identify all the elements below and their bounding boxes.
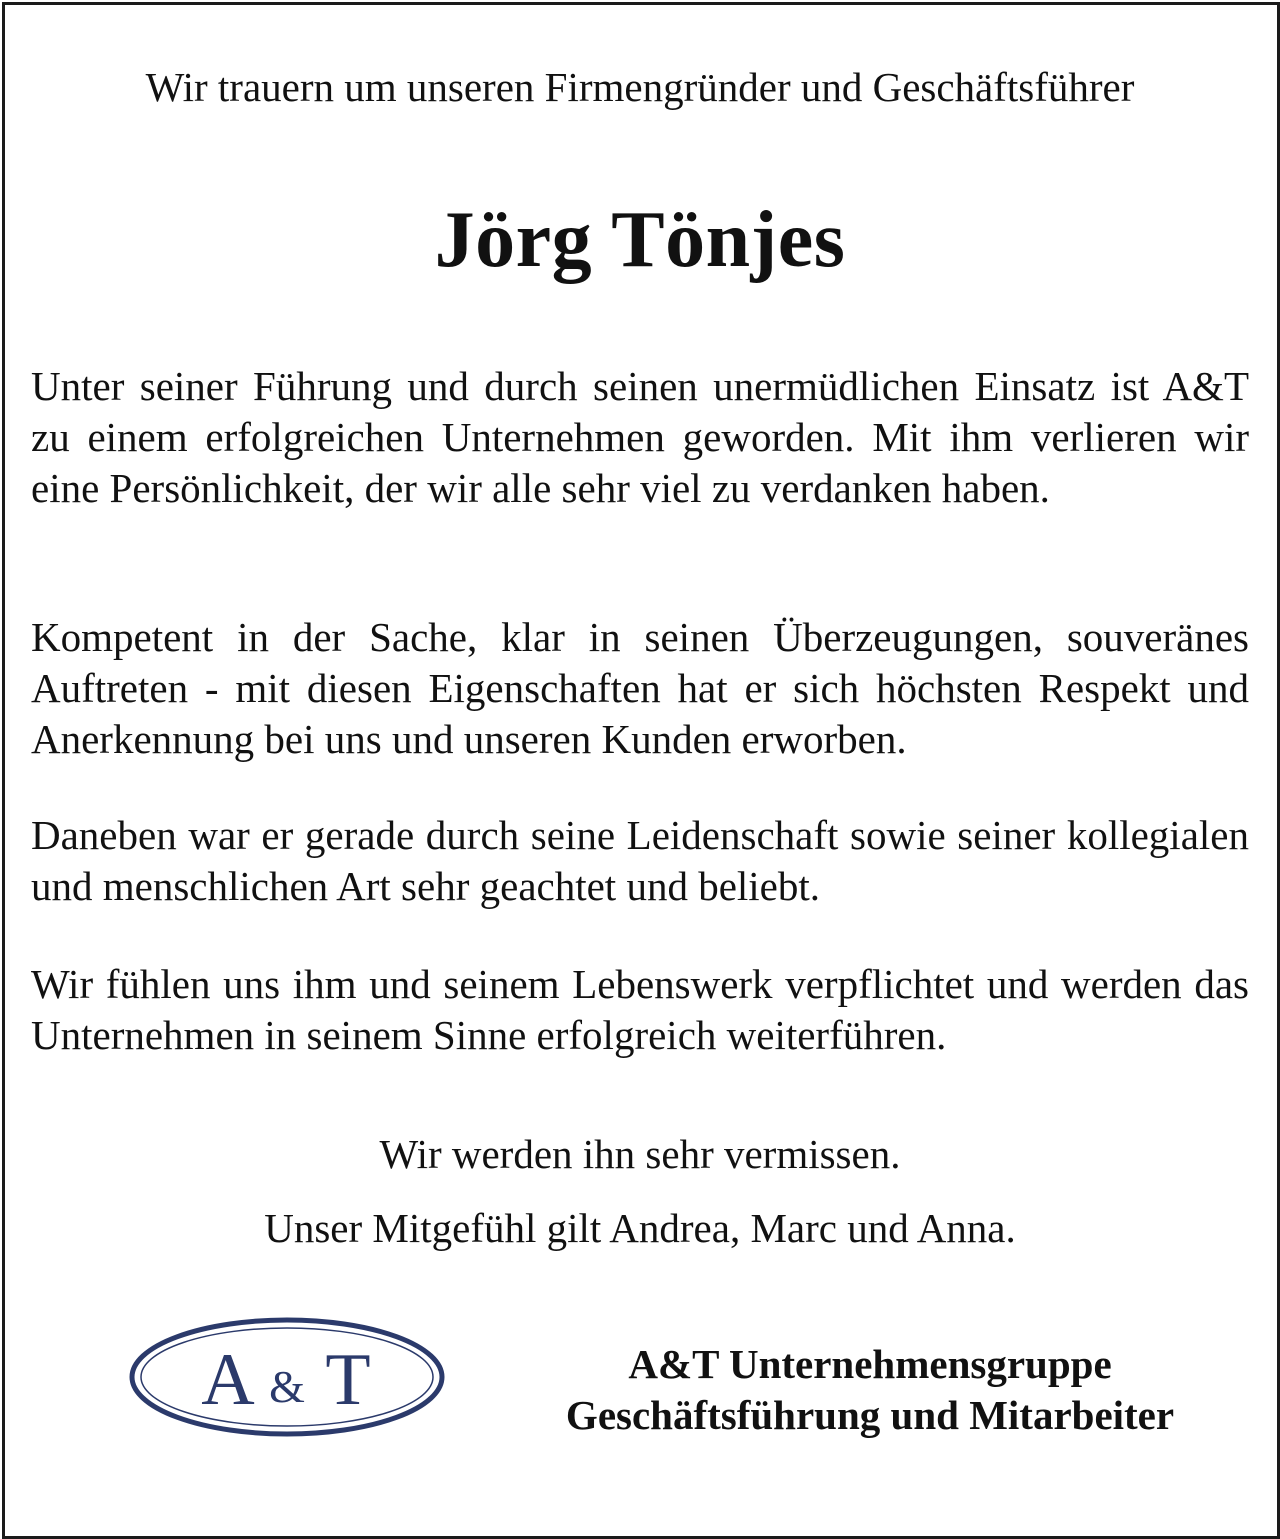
logo-letter-t: T: [325, 1339, 371, 1421]
intro-line: Wir trauern um unseren Firmengründer und Geschäftsführer: [145, 64, 1135, 110]
closing-miss: Wir werden ihn sehr vermissen.: [379, 1131, 901, 1177]
paragraph-leadership: Unter seiner Führung und durch seinen unermüdlichen Einsatz ist A&T zu einem erfolgreichen Unternehmen geworden. Mit ihm verlieren wir eine Persönlichkeit, der wir alle sehr viel zu verdanken haben.: [31, 363, 1249, 511]
signature-block: [510, 1339, 1230, 1441]
paragraph-legacy: Wir fühlen uns ihm und seinem Lebenswerk verpflichtet und werden das Unternehmen in seinem Sinne erfolgreich weiterführen.: [31, 961, 1249, 1058]
paragraph-competence: Kompetent in der Sache, klar in seinen Überzeugungen, souveränes Auftreten - mit diesen Eigenschaften hat er sich höchsten Respekt und Anerkennung bei uns und unseren Kunden erworben.: [31, 614, 1249, 762]
logo-ampersand: &: [269, 1361, 305, 1412]
signature-company: A&T Unternehmensgruppe: [628, 1341, 1112, 1387]
logo-letter-a: A: [201, 1339, 255, 1421]
paragraph-character: Daneben war er gerade durch seine Leidenschaft sowie seiner kollegialen und menschlichen Art sehr geachtet und beliebt.: [31, 812, 1249, 909]
deceased-name: Jörg Tönjes: [434, 196, 846, 284]
closing-condolence: Unser Mitgefühl gilt Andrea, Marc und Anna.: [264, 1205, 1016, 1251]
signature-staff: Geschäftsführung und Mitarbeiter: [565, 1392, 1175, 1438]
company-logo: [128, 1316, 446, 1438]
